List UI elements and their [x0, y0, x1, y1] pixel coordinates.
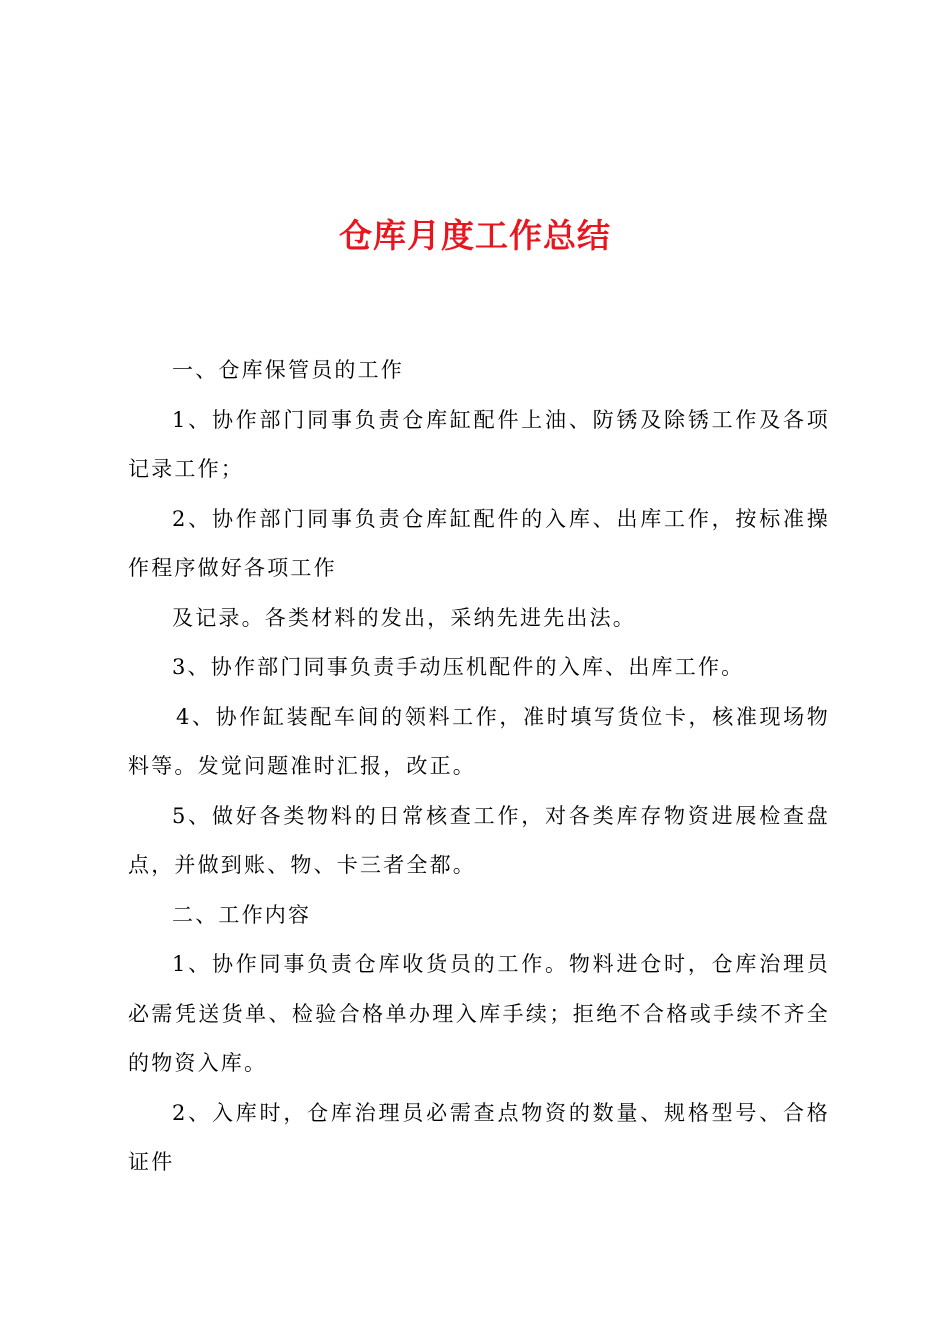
paragraph-1-3: 3、协作部门同事负责手动压机配件的入库、出库工作。: [172, 655, 745, 679]
section-heading-1: 一、仓库保管员的工作: [172, 358, 404, 382]
section-heading-2: 二、工作内容: [172, 902, 312, 927]
document-body: [128, 346, 830, 1188]
paragraph-1-4: 4、协作缸装配车间的领料工作，准时填写货位卡，核准现场物料等。发觉问题准时汇报，改正。: [128, 704, 830, 778]
paragraph-2-2: 2、入库时，仓库治理员必需查点物资的数量、规格型号、合格证件: [128, 1100, 830, 1174]
paragraph-1-2-continued: 及记录。各类材料的发出，采纳先进先出法。: [172, 605, 636, 630]
paragraph-1-1: 1、协作部门同事负责仓库缸配件上油、防锈及除锈工作及各项记录工作；: [128, 407, 830, 481]
paragraph-1-5: 5、做好各类物料的日常核查工作，对各类库存物资进展检查盘点，并做到账、物、卡三者全都。: [128, 803, 830, 877]
document-title: 仓库月度工作总结: [339, 216, 611, 255]
paragraph-2-1: 1、协作同事负责仓库收货员的工作。物料进仓时，仓库治理员必需凭送货单、检验合格单办理入库手续；拒绝不合格或手续不齐全的物资入库。: [128, 952, 830, 1075]
paragraph-1-2: 2、协作部门同事负责仓库缸配件的入库、出库工作，按标准操作程序做好各项工作: [128, 506, 830, 580]
